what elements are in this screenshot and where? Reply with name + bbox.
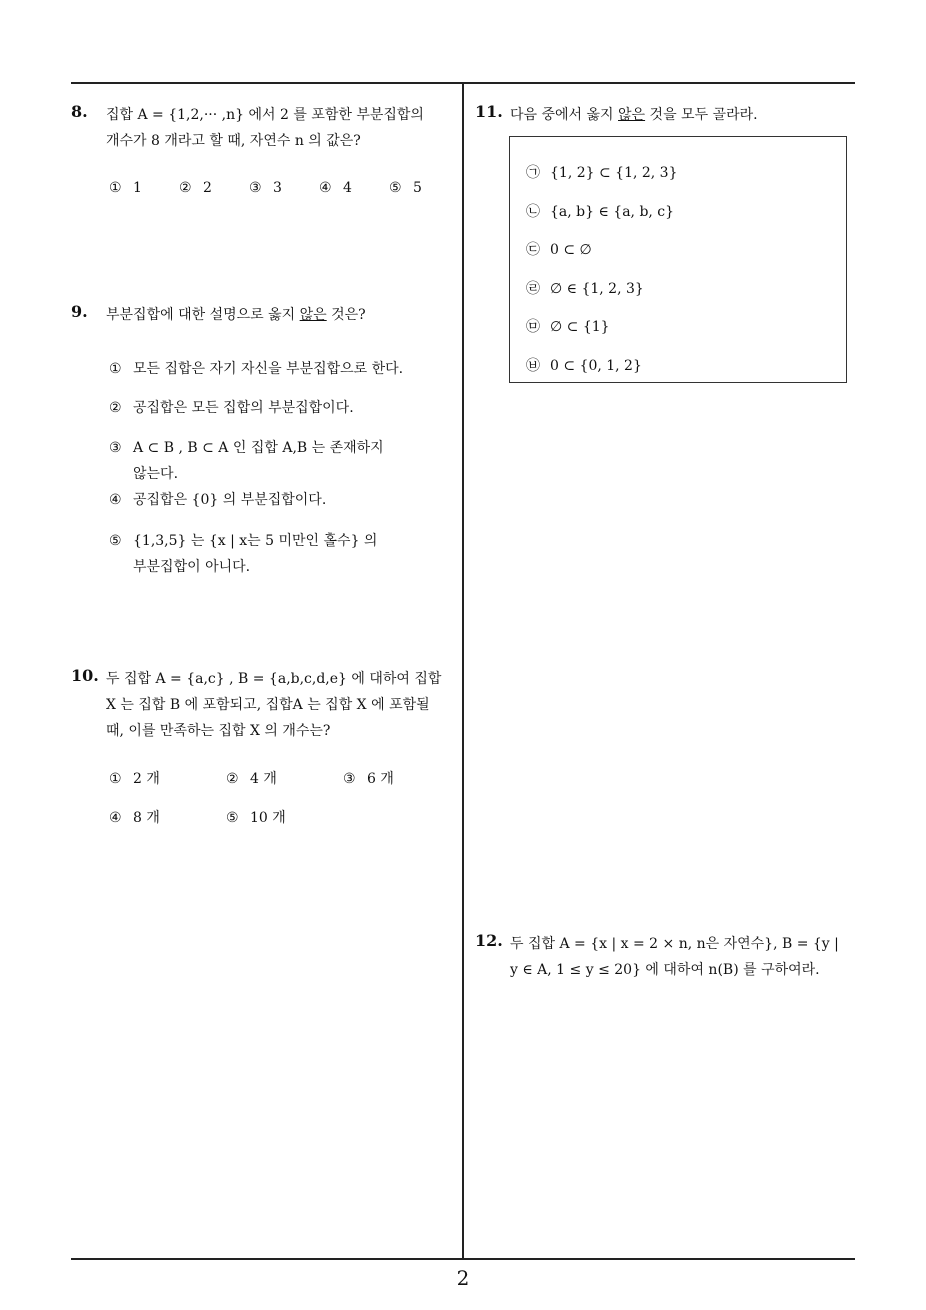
option-mark: ②: [109, 400, 122, 416]
question-text: [106, 302, 466, 328]
question-text-before: 부분집합에 대한 설명으로 옳지: [106, 307, 300, 323]
option-mark: ③: [249, 180, 262, 196]
statement-mark: ㉥: [526, 358, 540, 374]
option-text: 6 개: [367, 771, 394, 787]
option-mark: ③: [109, 440, 122, 456]
statement-3[interactable]: [526, 239, 592, 259]
statement-4[interactable]: [526, 278, 644, 298]
option-5[interactable]: [109, 528, 377, 580]
question-11: [475, 102, 855, 132]
option-mark: ①: [109, 180, 122, 196]
statement-text: {a, b} ∈ {a, b, c}: [550, 204, 675, 220]
question-text: [510, 102, 870, 128]
option-text: 1: [133, 180, 142, 196]
statement-text: 0 ⊂ ∅: [550, 242, 592, 258]
option-text: 2 개: [133, 771, 160, 787]
statement-text: ∅ ∈ {1, 2, 3}: [550, 281, 644, 297]
question-text: [510, 931, 855, 983]
option-mark: ⑤: [109, 533, 122, 549]
question-line: X 는 집합 B 에 포함되고, 집합A 는 집합 X 에 포함될: [106, 697, 430, 713]
option-mark: ④: [319, 180, 332, 196]
underlined-word: 않은: [618, 107, 646, 123]
option-text: 4 개: [250, 771, 277, 787]
statement-box: [509, 136, 847, 383]
statement-mark: ㉤: [526, 319, 540, 335]
option-5[interactable]: [389, 180, 422, 196]
option-text: 2: [203, 180, 212, 196]
question-line: y ∈ A, 1 ≤ y ≤ 20} 에 대하여 n(B) 를 구하여라.: [510, 962, 820, 978]
question-9: [71, 302, 461, 582]
option-mark: ②: [226, 771, 239, 787]
statement-mark: ㉠: [526, 165, 540, 181]
question-line: 집합 A = {1,2,··· ,n} 에서 2 를 포함한 부분집합의: [106, 107, 424, 123]
statement-mark: ㉢: [526, 242, 540, 258]
option-1[interactable]: [109, 768, 160, 788]
option-mark: ③: [343, 771, 356, 787]
statement-6[interactable]: [526, 355, 642, 375]
option-mark: ④: [109, 810, 122, 826]
option-mark: ⑤: [226, 810, 239, 826]
question-line: 두 집합 A = {a,c} , B = {a,b,c,d,e} 에 대하여 집합: [106, 671, 442, 687]
option-3[interactable]: [109, 435, 384, 487]
option-text: 4: [343, 180, 352, 196]
option-mark: ⑤: [389, 180, 402, 196]
question-text-after: 것은?: [326, 307, 366, 323]
bottom-rule: [71, 1258, 855, 1260]
question-number: 12.: [475, 931, 503, 950]
question-12: [475, 931, 855, 991]
question-line: 개수가 8 개라고 할 때, 자연수 n 의 값은?: [106, 133, 361, 149]
option-3[interactable]: [343, 768, 394, 788]
question-line: 때, 이를 만족하는 집합 X 의 개수는?: [106, 723, 331, 739]
underlined-word: 않은: [299, 307, 327, 323]
question-text-before: 다음 중에서 옳지: [510, 107, 619, 123]
option-4[interactable]: [319, 180, 352, 196]
question-number: 8.: [71, 102, 88, 121]
question-text-after: 것을 모두 골라라.: [645, 107, 758, 123]
option-text: 공집합은 모든 집합의 부분집합이다.: [133, 400, 354, 416]
option-1[interactable]: [109, 180, 142, 196]
option-mark: ①: [109, 771, 122, 787]
option-2[interactable]: [179, 180, 212, 196]
statement-text: {1, 2} ⊂ {1, 2, 3}: [550, 165, 678, 181]
statement-text: ∅ ⊂ {1}: [550, 319, 610, 335]
page-number: 2: [456, 1266, 470, 1290]
statement-text: 0 ⊂ {0, 1, 2}: [550, 358, 642, 374]
question-line: 두 집합 A = {x | x = 2 × n, n은 자연수}, B = {y |: [510, 936, 839, 952]
option-text: 8 개: [133, 810, 160, 826]
option-5[interactable]: [226, 807, 286, 827]
statement-mark: ㉡: [526, 204, 540, 220]
statement-mark: ㉣: [526, 281, 540, 297]
question-number: 9.: [71, 302, 88, 321]
option-text: 모든 집합은 자기 자신을 부분집합으로 한다.: [133, 361, 404, 377]
option-mark: ①: [109, 361, 122, 377]
question-number: 11.: [475, 102, 503, 121]
option-mark: ②: [179, 180, 192, 196]
question-text: [106, 102, 466, 154]
option-text-cont: 않는다.: [133, 466, 179, 482]
option-4[interactable]: [109, 807, 160, 827]
statement-2[interactable]: [526, 201, 674, 221]
option-mark: ④: [109, 492, 122, 508]
statement-5[interactable]: [526, 316, 610, 336]
question-10: [71, 666, 461, 836]
question-text: [106, 666, 466, 744]
option-3[interactable]: [249, 180, 282, 196]
option-text: 3: [273, 180, 282, 196]
option-text-cont: 부분집합이 아니다.: [133, 559, 251, 575]
question-number: 10.: [71, 666, 99, 685]
option-text: A ⊂ B , B ⊂ A 인 집합 A,B 는 존재하지: [133, 440, 384, 456]
question-8: [71, 102, 461, 212]
option-4[interactable]: [109, 489, 326, 509]
option-text: 5: [413, 180, 422, 196]
option-text: 10 개: [250, 810, 286, 826]
option-2[interactable]: [109, 397, 354, 417]
option-text: {1,3,5} 는 {x | x는 5 미만인 홀수} 의: [133, 533, 378, 549]
option-2[interactable]: [226, 768, 277, 788]
statement-1[interactable]: [526, 162, 678, 182]
option-1[interactable]: [109, 358, 403, 378]
option-text: 공집합은 {0} 의 부분집합이다.: [133, 492, 327, 508]
